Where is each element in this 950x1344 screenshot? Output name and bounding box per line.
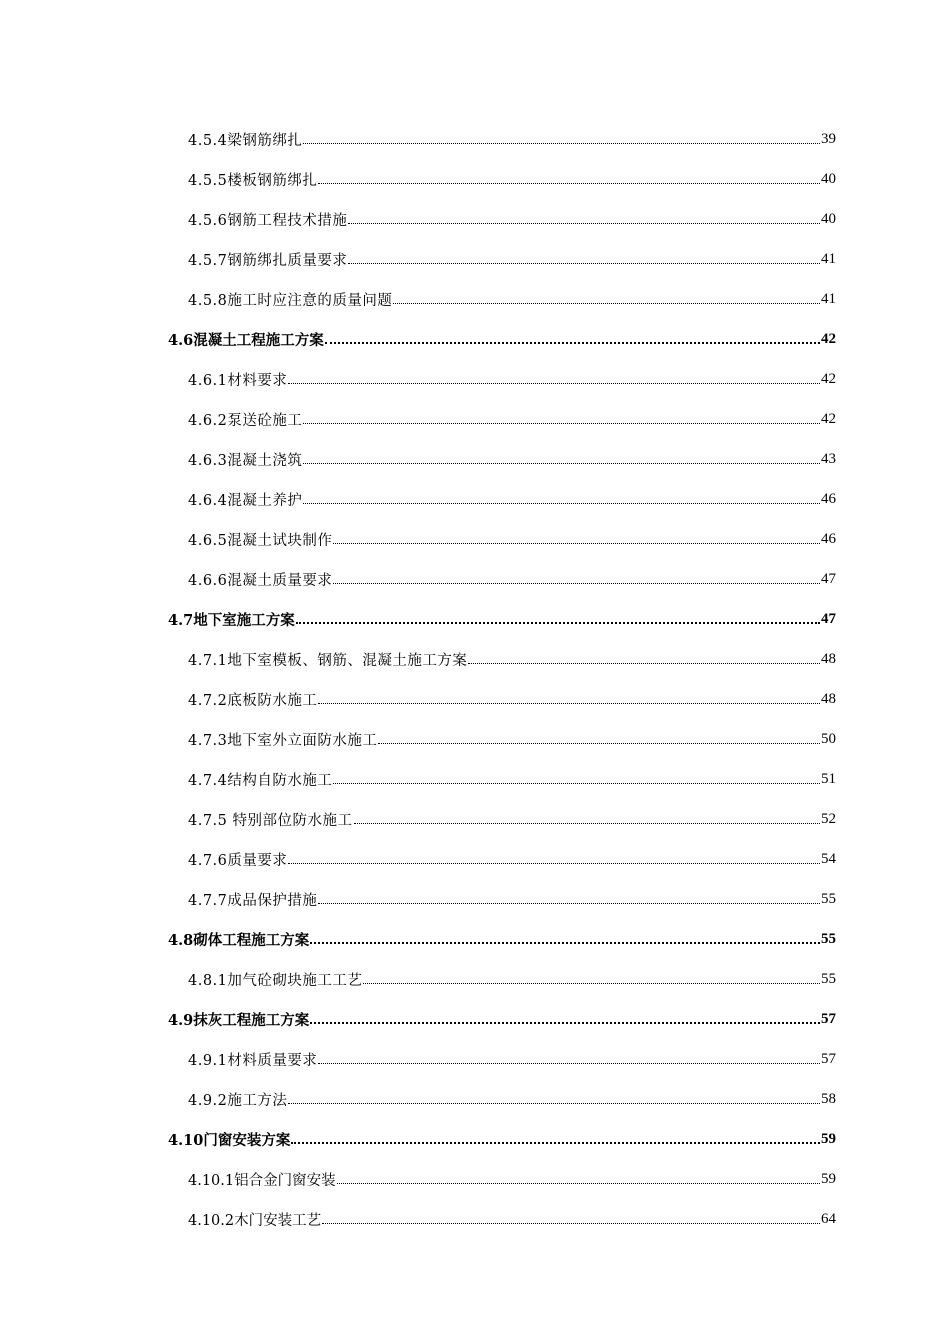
toc-entry-title: 4.6.4混凝土养护 — [188, 492, 303, 509]
toc-page-number: 41 — [821, 250, 836, 267]
toc-dot-leader — [363, 969, 820, 984]
toc-page-number: 58 — [821, 1090, 836, 1107]
toc-dot-leader — [310, 1008, 820, 1024]
toc-page-number: 51 — [821, 770, 836, 787]
toc-subsection-entry[interactable] — [0, 119, 950, 159]
toc-dot-leader — [310, 928, 820, 944]
toc-dot-leader — [348, 249, 820, 264]
toc-subsection-entry[interactable] — [0, 1199, 950, 1239]
toc-entry-title: 4.6.1材料要求 — [188, 372, 288, 389]
toc-dot-leader — [378, 729, 820, 744]
toc-page-number: 55 — [821, 970, 836, 987]
toc-entry-title: 4.7.2底板防水施工 — [188, 692, 318, 709]
toc-dot-leader — [303, 489, 820, 504]
toc-dot-leader — [322, 1209, 820, 1224]
toc-dot-leader — [288, 369, 820, 384]
toc-page-number: 41 — [821, 290, 836, 307]
toc-entry-title: 4.5.7钢筋绑扎质量要求 — [188, 252, 348, 269]
toc-dot-leader — [318, 1049, 820, 1064]
toc-page-number: 64 — [821, 1210, 836, 1227]
toc-page-number: 39 — [821, 130, 836, 147]
toc-section-entry[interactable] — [0, 319, 950, 359]
toc-entry-title: 4.5.5楼板钢筋绑扎 — [188, 172, 318, 189]
toc-page-number: 42 — [821, 370, 836, 387]
toc-entry-title: 4.7地下室施工方案 — [168, 611, 295, 629]
toc-page-number: 52 — [821, 810, 836, 827]
toc-entry-title: 4.7.4结构自防水施工 — [188, 772, 333, 789]
toc-entry-title: 4.5.4梁钢筋绑扎 — [188, 132, 303, 149]
toc-page-number: 48 — [821, 650, 836, 667]
toc-section-entry[interactable] — [0, 919, 950, 959]
toc-dot-leader — [348, 209, 820, 224]
toc-section-entry[interactable] — [0, 599, 950, 639]
toc-page-number: 59 — [821, 1170, 836, 1187]
toc-subsection-entry[interactable] — [0, 959, 950, 999]
toc-page-number: 46 — [821, 530, 836, 547]
toc-subsection-entry[interactable] — [0, 519, 950, 559]
toc-dot-leader — [296, 608, 820, 624]
toc-subsection-entry[interactable] — [0, 159, 950, 199]
toc-entry-title: 4.8.1加气砼砌块施工工艺 — [188, 972, 363, 989]
toc-dot-leader — [288, 849, 820, 864]
toc-entry-title: 4.6混凝土工程施工方案 — [168, 331, 324, 349]
toc-entry-title: 4.9.2施工方法 — [188, 1092, 288, 1109]
toc-entry-title: 4.10.1铝合金门窗安装 — [188, 1172, 336, 1189]
toc-dot-leader — [303, 129, 820, 144]
toc-section-entry[interactable] — [0, 1119, 950, 1159]
toc-subsection-entry[interactable] — [0, 839, 950, 879]
toc-dot-leader — [393, 289, 820, 304]
toc-entry-title: 4.5.6钢筋工程技术措施 — [188, 212, 348, 229]
toc-subsection-entry[interactable] — [0, 1079, 950, 1119]
toc-page-number: 57 — [821, 1050, 836, 1067]
toc-dot-leader — [333, 529, 820, 544]
toc-entry-title: 4.9抹灰工程施工方案 — [168, 1011, 310, 1029]
toc-dot-leader — [354, 809, 820, 824]
toc-entry-title: 4.9.1材料质量要求 — [188, 1052, 318, 1069]
toc-entry-title: 4.7.6质量要求 — [188, 852, 288, 869]
toc-subsection-entry[interactable] — [0, 439, 950, 479]
toc-dot-leader — [288, 1089, 820, 1104]
toc-subsection-entry[interactable] — [0, 1159, 950, 1199]
toc-page-number: 47 — [821, 610, 836, 627]
toc-entry-title: 4.10门窗安装方案 — [168, 1131, 291, 1149]
toc-dot-leader — [303, 409, 820, 424]
toc-dot-leader — [333, 769, 820, 784]
toc-page-number: 57 — [821, 1010, 836, 1027]
toc-page-number: 55 — [821, 930, 836, 947]
toc-subsection-entry[interactable] — [0, 799, 950, 839]
toc-page-number: 50 — [821, 730, 836, 747]
toc-subsection-entry[interactable] — [0, 359, 950, 399]
toc-dot-leader — [318, 169, 820, 184]
toc-subsection-entry[interactable] — [0, 1039, 950, 1079]
toc-subsection-entry[interactable] — [0, 759, 950, 799]
toc-subsection-entry[interactable] — [0, 879, 950, 919]
toc-dot-leader — [325, 328, 820, 344]
toc-dot-leader — [318, 689, 820, 704]
toc-page-number: 42 — [821, 330, 836, 347]
toc-page-number: 40 — [821, 210, 836, 227]
toc-section-entry[interactable] — [0, 999, 950, 1039]
toc-page-number: 54 — [821, 850, 836, 867]
toc-page-number: 59 — [821, 1130, 836, 1147]
toc-entry-title: 4.7.3地下室外立面防水施工 — [188, 732, 378, 749]
toc-page-number: 55 — [821, 890, 836, 907]
toc-entry-title: 4.7.1地下室模板、钢筋、混凝土施工方案 — [188, 652, 468, 669]
toc-entry-title: 4.6.6混凝土质量要求 — [188, 572, 333, 589]
toc-subsection-entry[interactable] — [0, 479, 950, 519]
toc-subsection-entry[interactable] — [0, 559, 950, 599]
toc-dot-leader — [318, 889, 820, 904]
toc-subsection-entry[interactable] — [0, 399, 950, 439]
toc-entry-title: 4.6.2泵送砼施工 — [188, 412, 303, 429]
toc-page-number: 46 — [821, 490, 836, 507]
toc-subsection-entry[interactable] — [0, 679, 950, 719]
toc-subsection-entry[interactable] — [0, 239, 950, 279]
toc-entry-title: 4.5.8施工时应注意的质量问题 — [188, 292, 393, 309]
toc-entry-title: 4.8砌体工程施工方案 — [168, 931, 310, 949]
toc-subsection-entry[interactable] — [0, 199, 950, 239]
toc-dot-leader — [468, 649, 820, 664]
toc-page-number: 42 — [821, 410, 836, 427]
table-of-contents — [0, 119, 950, 1239]
toc-entry-title: 4.6.3混凝土浇筑 — [188, 452, 303, 469]
toc-page-number: 43 — [821, 450, 836, 467]
toc-subsection-entry[interactable] — [0, 279, 950, 319]
toc-entry-title: 4.7.5 特别部位防水施工 — [188, 812, 353, 829]
toc-page-number: 40 — [821, 170, 836, 187]
toc-subsection-entry[interactable] — [0, 639, 950, 679]
toc-entry-title: 4.7.7成品保护措施 — [188, 892, 318, 909]
toc-dot-leader — [333, 569, 820, 584]
toc-dot-leader — [337, 1169, 820, 1184]
toc-entry-title: 4.6.5混凝土试块制作 — [188, 532, 333, 549]
toc-page-number: 48 — [821, 690, 836, 707]
toc-page-number: 47 — [821, 570, 836, 587]
toc-dot-leader — [303, 449, 820, 464]
toc-dot-leader — [291, 1128, 820, 1144]
toc-subsection-entry[interactable] — [0, 719, 950, 759]
toc-entry-title: 4.10.2木门安装工艺 — [188, 1212, 322, 1229]
